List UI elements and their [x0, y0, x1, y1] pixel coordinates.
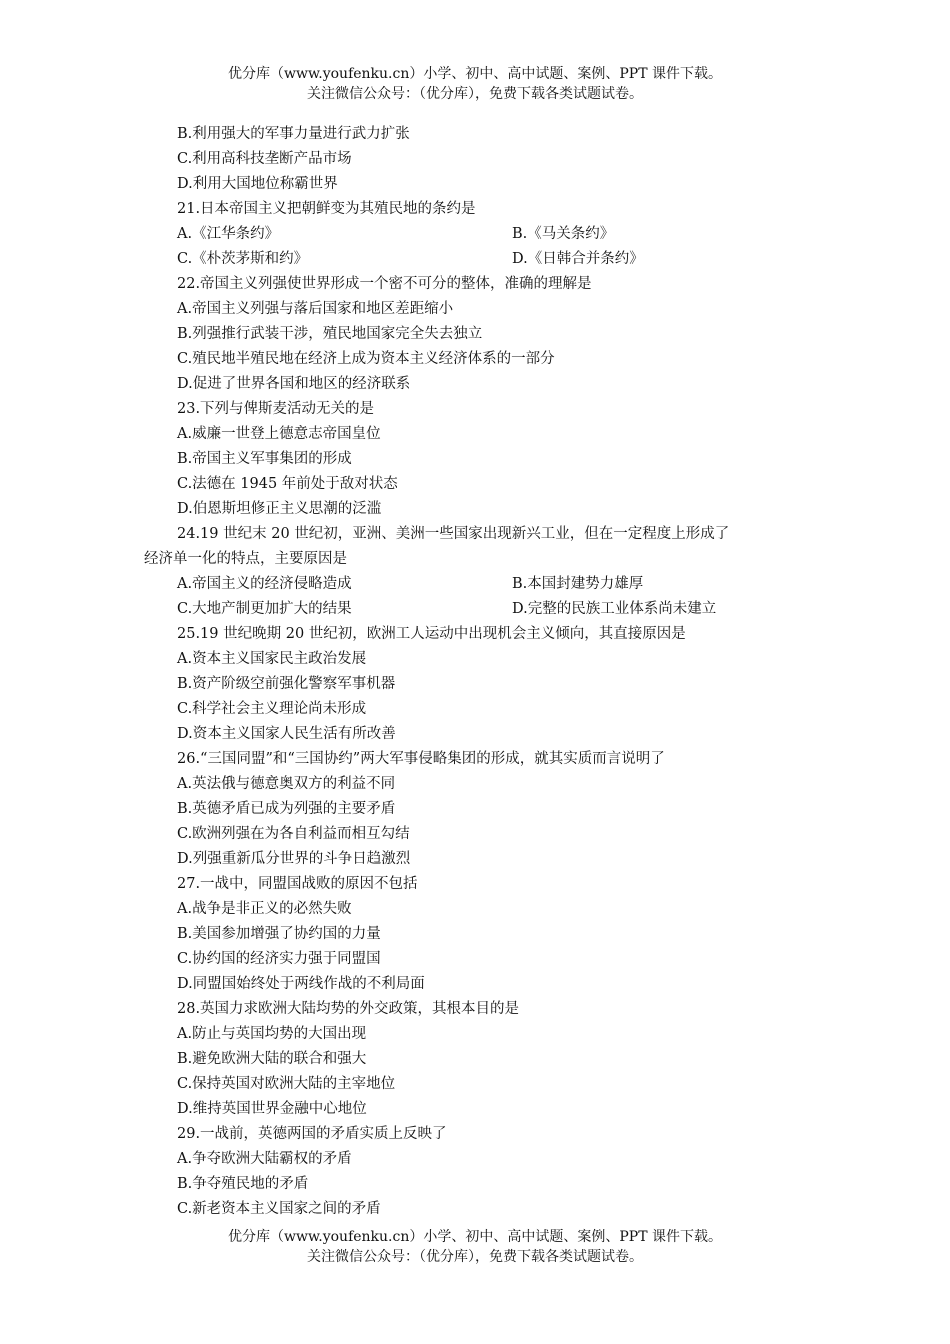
line-text: C.协约国的经济实力强于同盟国: [177, 951, 381, 967]
text-line: [0, 447, 950, 472]
line-text: A.资本主义国家民主政治发展: [177, 651, 367, 667]
line-text: B.列强推行武装干涉，殖民地国家完全失去独立: [177, 326, 483, 342]
text-line: [0, 872, 950, 897]
text-line: [0, 922, 950, 947]
line-text: D.伯恩斯坦修正主义思潮的泛滥: [177, 501, 382, 517]
line-text: D.列强重新瓜分世界的斗争日趋激烈: [177, 851, 411, 867]
text-line: [0, 972, 950, 997]
text-line: [0, 522, 950, 547]
text-line: [0, 1022, 950, 1047]
page-header: [0, 64, 950, 104]
line-text: 28.英国力求欧洲大陆均势的外交政策，其根本目的是: [177, 1001, 520, 1017]
line-text: C.大地产制更加扩大的结果: [177, 601, 352, 617]
line-text: 22.帝国主义列强使世界形成一个密不可分的整体，准确的理解是: [177, 276, 592, 292]
text-line: [0, 672, 950, 697]
text-line: [0, 697, 950, 722]
text-line: [0, 822, 950, 847]
footer-line-1: 优分库（www.youfenku.cn）小学、初中、高中试题、案例、PPT 课件下载。: [227, 1229, 722, 1245]
text-line: [0, 1122, 950, 1147]
text-line: [0, 547, 950, 572]
line-text: 25.19 世纪晚期 20 世纪初，欧洲工人运动中出现机会主义倾向，其直接原因是: [177, 626, 686, 642]
question-content: [0, 122, 950, 1222]
line-text: D.利用大国地位称霸世界: [177, 176, 338, 192]
text-line: [0, 572, 950, 597]
header-line-1: 优分库（www.youfenku.cn）小学、初中、高中试题、案例、PPT 课件下载。: [227, 66, 722, 82]
text-line: [0, 347, 950, 372]
line-text: A.英法俄与德意奥双方的利益不同: [177, 776, 396, 792]
line-text: B.资产阶级空前强化警察军事机器: [177, 676, 396, 692]
line-text: B.帝国主义军事集团的形成: [177, 451, 352, 467]
line-text: D.资本主义国家人民生活有所改善: [177, 726, 396, 742]
text-line: [0, 1147, 950, 1172]
text-line: [0, 322, 950, 347]
line-text: A.威廉一世登上德意志帝国皇位: [177, 426, 381, 442]
line-text: B.利用强大的军事力量进行武力扩张: [177, 126, 410, 142]
line-text: D.同盟国始终处于两线作战的不利局面: [177, 976, 425, 992]
text-line: [0, 747, 950, 772]
text-line: [0, 197, 950, 222]
text-line: [0, 122, 950, 147]
page-footer: [0, 1227, 950, 1267]
line-text: 23.下列与俾斯麦活动无关的是: [177, 401, 375, 417]
line-text: B.争夺殖民地的矛盾: [177, 1176, 309, 1192]
line-text: C.欧洲列强在为各自利益而相互勾结: [177, 826, 410, 842]
text-line: [0, 472, 950, 497]
line-text: 29.一战前，英德两国的矛盾实质上反映了: [177, 1126, 447, 1142]
line-text: A.防止与英国均势的大国出现: [177, 1026, 367, 1042]
line-text: C.法德在 1945 年前处于敌对状态: [177, 476, 398, 492]
text-line: [0, 772, 950, 797]
line-text: 27.一战中，同盟国战败的原因不包括: [177, 876, 418, 892]
text-line: [0, 847, 950, 872]
text-line: [0, 722, 950, 747]
footer-line-2: 关注微信公众号：（优分库），免费下载各类试题试卷。: [307, 1249, 643, 1265]
line-text-option-2: D.完整的民族工业体系尚未建立: [512, 601, 717, 617]
line-text: C.《朴茨茅斯和约》: [177, 251, 309, 267]
line-text: A.帝国主义的经济侵略造成: [177, 576, 352, 592]
text-line: [0, 997, 950, 1022]
line-text-option-2: B.本国封建势力雄厚: [512, 576, 644, 592]
line-text: C.殖民地半殖民地在经济上成为资本主义经济体系的一部分: [177, 351, 555, 367]
text-line: [0, 497, 950, 522]
line-text: 21.日本帝国主义把朝鲜变为其殖民地的条约是: [177, 201, 476, 217]
line-text: C.科学社会主义理论尚未形成: [177, 701, 367, 717]
text-line: [0, 397, 950, 422]
text-line: [0, 947, 950, 972]
text-line: [0, 147, 950, 172]
line-text: 经济单一化的特点，主要原因是: [144, 551, 347, 567]
line-text: 26.“三国同盟”和“三国协约”两大军事侵略集团的形成，就其实质而言说明了: [177, 751, 665, 767]
text-line: [0, 597, 950, 622]
text-line: [0, 247, 950, 272]
text-line: [0, 172, 950, 197]
text-line: [0, 372, 950, 397]
text-line: [0, 422, 950, 447]
line-text: 24.19 世纪末 20 世纪初，亚洲、美洲一些国家出现新兴工业，但在一定程度上形成了: [177, 526, 730, 542]
text-line: [0, 1047, 950, 1072]
line-text-option-2: B.《马关条约》: [512, 226, 615, 242]
line-text: C.保持英国对欧洲大陆的主宰地位: [177, 1076, 396, 1092]
text-line: [0, 272, 950, 297]
text-line: [0, 222, 950, 247]
line-text: A.战争是非正义的必然失败: [177, 901, 352, 917]
text-line: [0, 897, 950, 922]
line-text: B.避免欧洲大陆的联合和强大: [177, 1051, 367, 1067]
text-line: [0, 1172, 950, 1197]
line-text: A.《江华条约》: [177, 226, 280, 242]
text-line: [0, 647, 950, 672]
line-text: C.利用高科技垄断产品市场: [177, 151, 352, 167]
line-text: A.争夺欧洲大陆霸权的矛盾: [177, 1151, 352, 1167]
line-text: B.英德矛盾已成为列强的主要矛盾: [177, 801, 396, 817]
text-line: [0, 622, 950, 647]
line-text: C.新老资本主义国家之间的矛盾: [177, 1201, 381, 1217]
header-line-2: 关注微信公众号：（优分库），免费下载各类试题试卷。: [307, 86, 643, 102]
text-line: [0, 797, 950, 822]
text-line: [0, 297, 950, 322]
line-text-option-2: D.《日韩合并条约》: [512, 251, 644, 267]
text-line: [0, 1197, 950, 1222]
line-text: D.促进了世界各国和地区的经济联系: [177, 376, 411, 392]
line-text: D.维持英国世界金融中心地位: [177, 1101, 367, 1117]
line-text: A.帝国主义列强与落后国家和地区差距缩小: [177, 301, 454, 317]
text-line: [0, 1072, 950, 1097]
text-line: [0, 1097, 950, 1122]
line-text: B.美国参加增强了协约国的力量: [177, 926, 381, 942]
